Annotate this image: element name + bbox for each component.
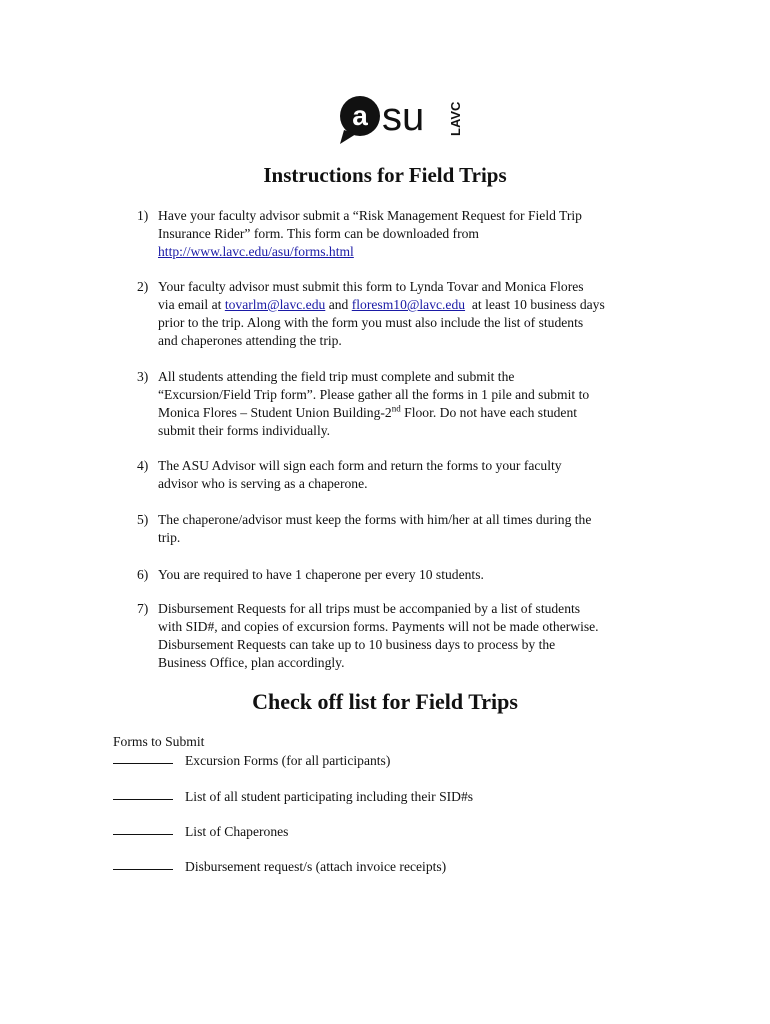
- instruction-item-4: [137, 457, 677, 493]
- item-number: 1): [137, 208, 149, 223]
- checklist-title: Check off list for Field Trips: [252, 689, 518, 714]
- checkoff-blank[interactable]: [113, 834, 173, 835]
- email-link-flores[interactable]: floresm10@lavc.edu: [351, 297, 466, 312]
- item-line: with SID#, and copies of excursion forms. Payments will not be made otherwise.: [158, 619, 599, 634]
- item-number: 3): [137, 369, 149, 384]
- checklist-row: [113, 859, 446, 875]
- item-number: 6): [137, 567, 149, 582]
- item-line: and chaperones attending the trip.: [158, 333, 342, 348]
- item-line: Disbursement Requests for all trips must be accompanied by a list of students: [158, 601, 581, 616]
- checkoff-blank[interactable]: [113, 869, 173, 870]
- checklist-item-label: List of Chaperones: [185, 824, 289, 839]
- item-line: The chaperone/advisor must keep the forms with him/her at all times during the: [158, 512, 592, 527]
- checklist-row: [113, 753, 390, 769]
- checklist-item-label: Excursion Forms (for all participants): [185, 753, 391, 768]
- superscript: nd: [391, 403, 401, 414]
- item-text: and: [328, 297, 349, 312]
- item-line: Your faculty advisor must submit this form to Lynda Tovar and Monica Flores: [158, 279, 584, 294]
- item-number: 2): [137, 279, 149, 294]
- item-number: 4): [137, 458, 149, 473]
- instruction-item-3: [137, 368, 677, 440]
- item-number: 7): [137, 601, 149, 616]
- checklist-row: [113, 824, 288, 840]
- forms-link[interactable]: http://www.lavc.edu/asu/forms.html: [158, 244, 354, 259]
- instruction-item-2: [137, 278, 677, 350]
- item-line: “Excursion/Field Trip form”. Please gather all the forms in 1 pile and submit to: [158, 387, 590, 402]
- item-line: You are required to have 1 chaperone per every 10 students.: [158, 567, 484, 582]
- email-link-tovar[interactable]: tovarlm@lavc.edu: [224, 297, 326, 312]
- asu-lavc-logo: [338, 92, 468, 148]
- checkoff-blank[interactable]: [113, 763, 173, 764]
- item-line: All students attending the field trip must complete and submit the: [158, 369, 515, 384]
- instruction-item-5: [137, 511, 677, 547]
- item-line: Disbursement Requests can take up to 10 business days to process by the: [158, 637, 556, 652]
- instruction-item-6: [137, 566, 677, 584]
- svg-text:a: a: [352, 100, 368, 131]
- item-line: prior to the trip. Along with the form you must also include the list of students: [158, 315, 584, 330]
- item-line: Have your faculty advisor submit a “Risk Management Request for Field Trip: [158, 208, 582, 223]
- item-text: via email at: [158, 297, 222, 312]
- svg-text:LAVC: LAVC: [448, 101, 463, 136]
- checklist-item-label: Disbursement request/s (attach invoice receipts): [185, 859, 447, 874]
- item-line: Insurance Rider” form. This form can be downloaded from: [158, 226, 479, 241]
- item-text: at least 10 business days: [471, 297, 605, 312]
- item-number: 5): [137, 512, 149, 527]
- instruction-item-7: [137, 600, 677, 672]
- page-title: Instructions for Field Trips: [263, 163, 507, 187]
- item-line: Business Office, plan accordingly.: [158, 655, 345, 670]
- checkoff-blank[interactable]: [113, 799, 173, 800]
- instruction-item-1: [137, 207, 677, 261]
- checklist-row: [113, 789, 473, 805]
- svg-text:su: su: [382, 95, 425, 139]
- item-line: trip.: [158, 530, 181, 545]
- item-text: Floor. Do not have each student: [400, 405, 578, 420]
- checklist-heading: Forms to Submit: [113, 734, 205, 749]
- item-line: submit their forms individually.: [158, 423, 331, 438]
- item-line: advisor who is serving as a chaperone.: [158, 476, 368, 491]
- item-text: Monica Flores – Student Union Building-2: [158, 405, 392, 420]
- item-line: The ASU Advisor will sign each form and return the forms to your faculty: [158, 458, 562, 473]
- checklist-item-label: List of all student participating including their SID#s: [185, 789, 474, 804]
